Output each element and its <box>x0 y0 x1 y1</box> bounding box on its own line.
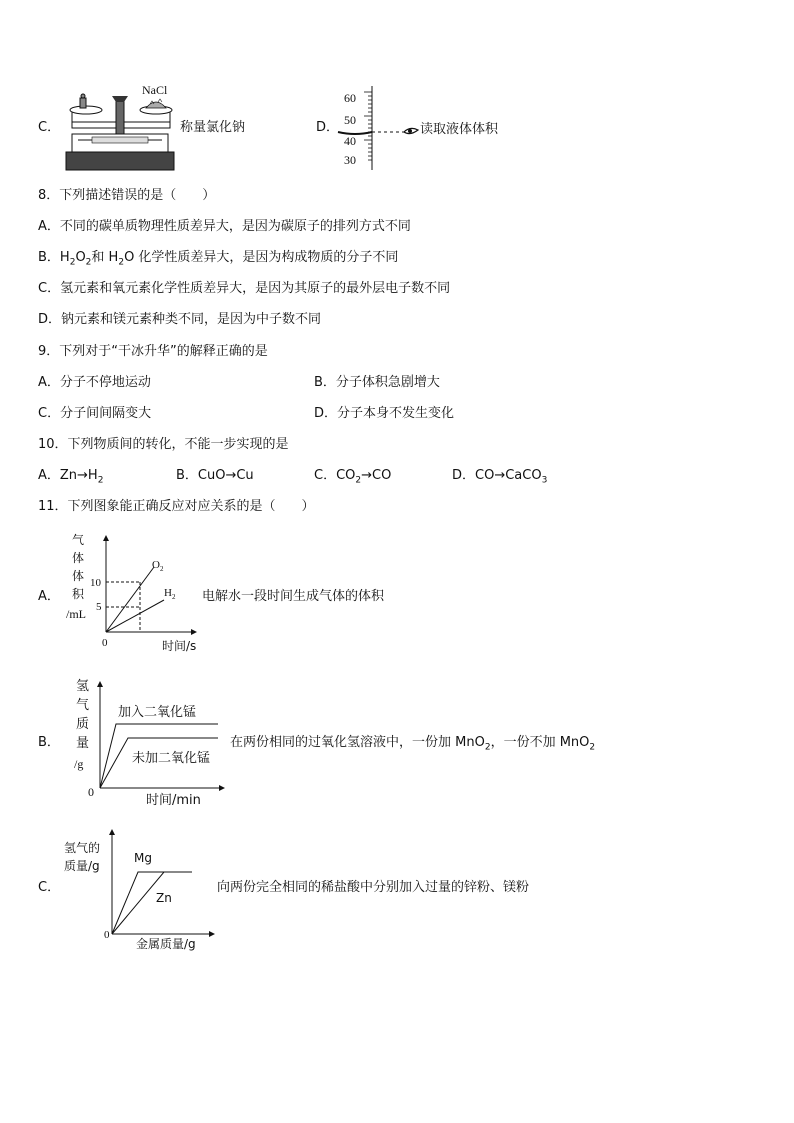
q9-option-b: B．分子体积急剧增大 <box>314 375 440 390</box>
q9-option-c: C．分子间间隔变大 <box>38 406 152 421</box>
graph-c-xlabel: 金属质量/g <box>136 937 196 951</box>
graph-a-xlabel: 时间/s <box>162 639 197 653</box>
graph-b-ylabel-4: 量 <box>76 736 90 751</box>
q11-option-b-caption: 在两份相同的过氧化氢溶液中，一份加 MnO$_2$，一份不加 MnO$_2$ <box>230 735 596 753</box>
q7-option-d-label: D． <box>316 120 340 135</box>
graph-a-line-h2 <box>106 600 164 632</box>
q11-option-c-caption: 向两份完全相同的稀盐酸中分别加入过量的锌粉、镁粉 <box>217 880 530 895</box>
q9-option-d: D．分子本身不发生变化 <box>314 406 455 421</box>
graph-c-line-zn <box>112 872 192 934</box>
q9-option-a: A．分子不停地运动 <box>38 375 151 390</box>
graph-a-ylabel-4: 积 <box>72 587 85 601</box>
graph-a-series-o2: $O_2$ <box>152 559 164 573</box>
q10-option-b: B．CuO→Cu <box>176 468 254 483</box>
graph-a-ytick-5: 5 <box>96 601 102 613</box>
q10-option-a: A．$Zn\to H_2$ <box>38 468 104 486</box>
q11-option-b-label: B． <box>38 735 60 750</box>
graph-a-ytick-10: 10 <box>90 577 101 589</box>
graph-b-origin: 0 <box>88 785 94 799</box>
q8-option-d: D．钠元素和镁元素种类不同，是因为中子数不同 <box>38 312 322 327</box>
graph-c-metals-acid <box>64 826 224 954</box>
graph-b-peroxide <box>72 676 230 810</box>
q10-option-d: D．CO→CaCO$_3$ <box>452 468 548 486</box>
graph-c-ylabel-line2: 质量/g <box>64 859 100 873</box>
graph-b-ylabel-2: 气 <box>76 698 90 713</box>
graph-b-line-top-label: 加入二氧化锰 <box>118 705 197 720</box>
graph-c-ylabel-line1: 氢气的 <box>64 841 101 855</box>
q11-option-a-label: A． <box>38 589 60 604</box>
q11-option-a-caption: 电解水一段时间生成气体的体积 <box>202 589 385 604</box>
graph-c-origin: 0 <box>104 929 110 941</box>
q7-option-c-caption: 称量氯化钠 <box>180 120 246 135</box>
q8-option-b: B．$H_2O_2$和 $H_2O$ 化学性质差异大，是因为构成物质的分子不同 <box>38 250 399 268</box>
graph-b-xlabel: 时间/min <box>146 793 201 808</box>
q8-stem: 8．下列描述错误的是（ ） <box>38 188 216 203</box>
cylinder-tick-30: 30 <box>344 153 356 167</box>
graph-c-line-bottom-label: Zn <box>156 891 172 905</box>
graph-b-line-bottom-label: 未加二氧化锰 <box>132 751 211 766</box>
q9-stem: 9．下列对于“干冰升华”的解释正确的是 <box>38 344 268 359</box>
graph-b-ylabel-3: 质 <box>76 717 90 732</box>
graph-a-ylabel-unit: /mL <box>66 607 86 621</box>
cylinder-tick-50: 50 <box>344 113 356 127</box>
cylinder-tick-40: 40 <box>344 134 356 148</box>
q7-option-c-label: C． <box>38 120 61 135</box>
q11-option-c-label: C． <box>38 880 61 895</box>
graduated-cylinder-illustration <box>338 86 508 170</box>
q7-option-d-caption: 读取液体体积 <box>420 122 499 137</box>
balance-scale-illustration <box>62 82 180 174</box>
q11-stem: 11．下列图象能正确反应对应关系的是（ ） <box>38 499 315 514</box>
graph-a-line-o2 <box>106 567 154 632</box>
nacl-label: NaCl <box>142 83 168 97</box>
graph-a-ylabel-3: 体 <box>72 569 85 583</box>
graph-c-line-top-label: Mg <box>134 851 152 865</box>
graph-a-electrolysis <box>62 532 202 656</box>
cylinder-tick-60: 60 <box>344 91 356 105</box>
graph-c-line-mg <box>112 872 192 934</box>
graph-a-origin: 0 <box>102 637 108 649</box>
graph-a-series-h2: $H_2$ <box>164 587 176 601</box>
q8-option-a: A．不同的碳单质物理性质差异大，是因为碳原子的排列方式不同 <box>38 219 411 234</box>
graph-a-ylabel-1: 气 <box>72 533 85 547</box>
graph-a-ylabel-2: 体 <box>72 551 85 565</box>
q10-stem: 10．下列物质间的转化，不能一步实现的是 <box>38 437 289 452</box>
q8-option-c: C．氢元素和氧元素化学性质差异大，是因为其原子的最外层电子数不同 <box>38 281 451 296</box>
q10-option-c: C．$CO_2\to CO$ <box>314 468 392 486</box>
graph-b-ylabel-unit: /g <box>74 757 84 771</box>
graph-b-ylabel-1: 氢 <box>76 679 90 694</box>
